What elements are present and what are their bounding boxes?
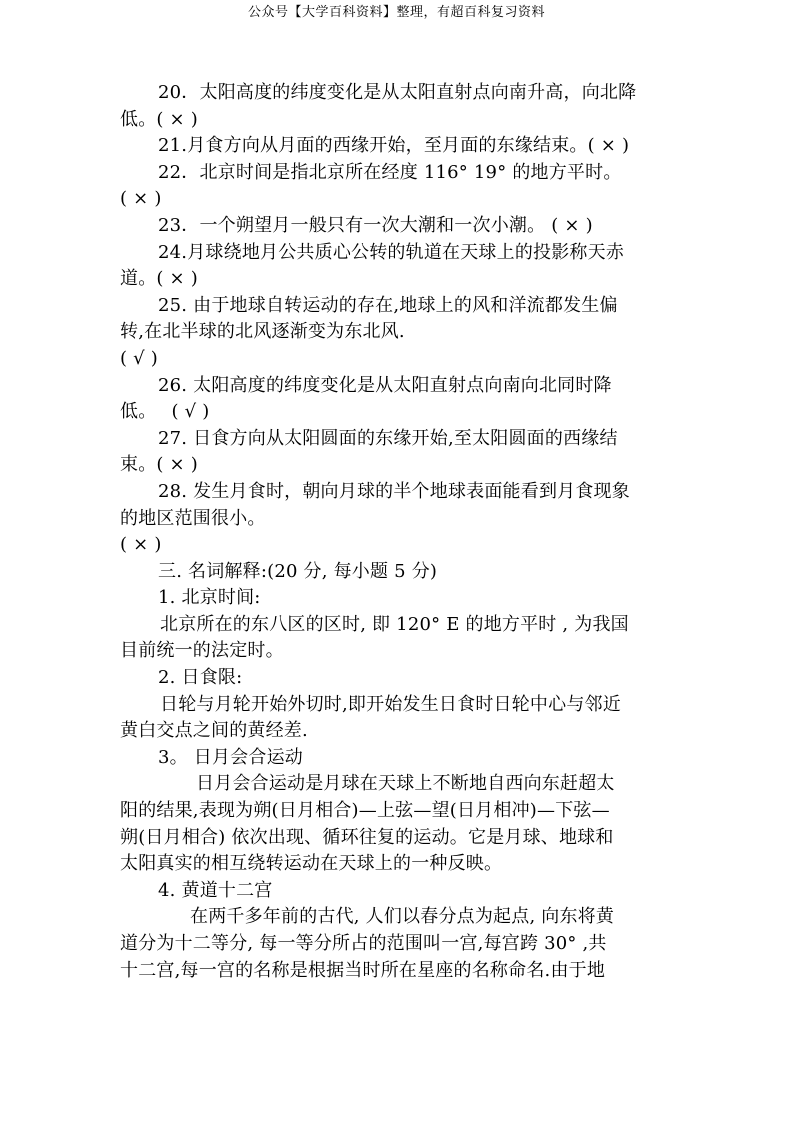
text-line: 日月会合运动是月球在天球上不断地自西向东赶超太 [196, 773, 615, 795]
text-line: 日轮与月轮开始外切时,即开始发生日食时日轮中心与邻近 [160, 693, 621, 715]
text-line: 太阳真实的相互绕转运动在天球上的一种反映。 [120, 853, 503, 875]
text-line: 北京所在的东八区的区时, 即 120° E 的地方平时 , 为我国 [160, 613, 629, 635]
text-line: 道。( × ) [120, 268, 198, 290]
text-line: 3。 日月会合运动 [158, 746, 303, 768]
text-line: 阳的结果,表现为朔(日月相合)—上弦—望(日月相冲)—下弦— [120, 800, 610, 822]
text-line: 23．一个朔望月一般只有一次大潮和一次小潮。 ( × ) [158, 214, 593, 236]
text-line: 目前统一的法定时。 [120, 640, 284, 662]
text-line: 低。( × ) [120, 108, 198, 130]
text-line: 十二宫,每一宫的名称是根据当时所在星座的名称命名.由于地 [120, 959, 606, 981]
text-line: 24.月球绕地月公共质心公转的轨道在天球上的投影称天赤 [158, 241, 625, 263]
page-header: 公众号【大学百科资料】整理，有超百科复习资料 [247, 5, 545, 20]
text-line: ( × ) [120, 188, 162, 210]
text-line: 21.月食方向从月面的西缘开始，至月面的东缘结束。( × ) [158, 135, 630, 157]
text-line: 27. 日食方向从太阳圆面的东缘开始,至太阳圆面的西缘结 [158, 427, 618, 449]
text-line: 1. 北京时间: [158, 587, 261, 609]
text-line: 的地区范围很小。 [120, 507, 266, 529]
text-line: 转,在北半球的北风逐渐变为东北风. [120, 321, 405, 343]
text-line: 道分为十二等分, 每一等分所占的范围叫一宫,每宫跨 30° ,共 [120, 933, 607, 954]
text-line: 2. 日食限: [158, 667, 243, 689]
text-line: 低。 ( √ ) [120, 401, 210, 423]
text-line: 25. 由于地球自转运动的存在,地球上的风和洋流都发生偏 [158, 294, 618, 316]
text-line: 束。( × ) [120, 454, 198, 476]
text-line: 朔(日月相合) 依次出现、循环往复的运动。它是月球、地球和 [120, 826, 614, 848]
document-body [120, 80, 672, 984]
text-line: ( × ) [120, 534, 162, 556]
text-line: 28. 发生月食时，朝向月球的半个地球表面能看到月食现象 [158, 480, 630, 502]
text-line: 三. 名词解释:(20 分, 每小题 5 分) [158, 560, 438, 582]
text-line: 20．太阳高度的纬度变化是从太阳直射点向南升高，向北降 [158, 82, 637, 103]
text-line: 22．北京时间是指北京所在经度 116° 19° 的地方平时。 [158, 161, 622, 183]
text-line: 黄白交点之间的黄经差. [120, 720, 308, 742]
text-line: 在两千多年前的古代, 人们以春分点为起点, 向东将黄 [190, 906, 615, 928]
text-line: 4. 黄道十二宫 [158, 879, 273, 901]
text-line: ( √ ) [120, 347, 158, 369]
text-line: 26. 太阳高度的纬度变化是从太阳直射点向南向北同时降 [158, 374, 612, 396]
